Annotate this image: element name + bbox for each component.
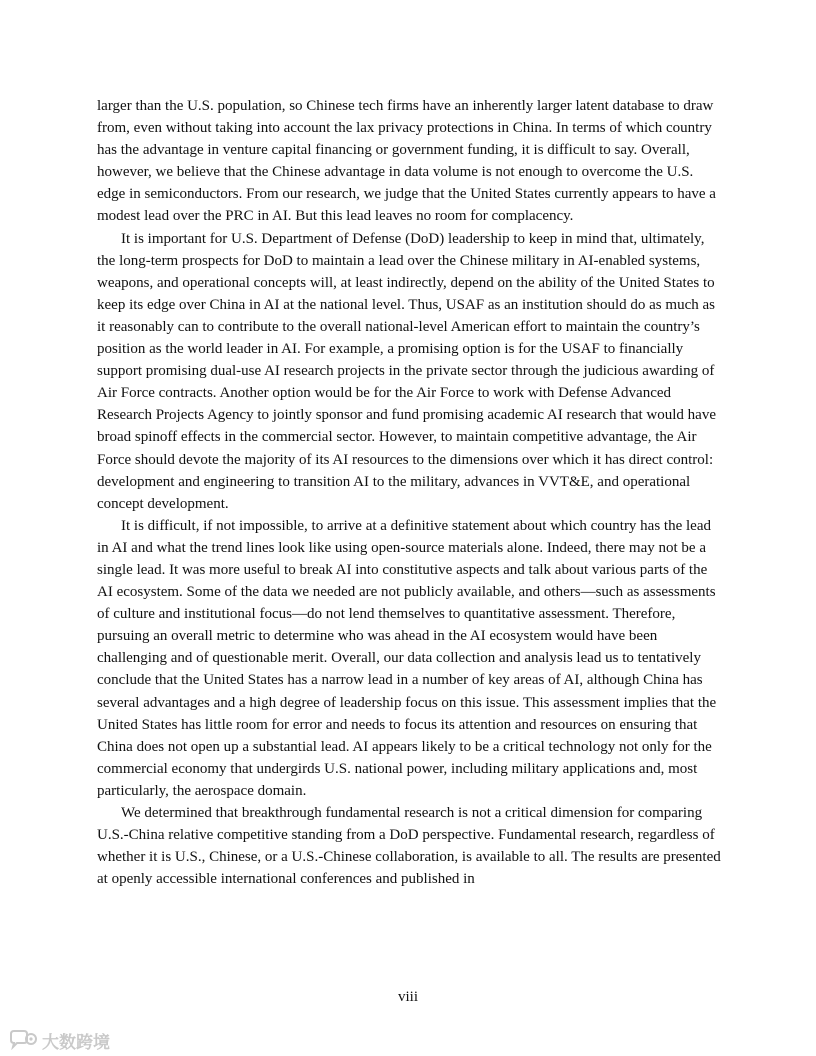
page-body (97, 95, 721, 890)
paragraph-3: It is difficult, if not impossible, to arrive at a definitive statement about which country has the lead in AI and what the trend lines look like using open-source materials alone. Indeed, there may not be a single lead. It was more useful to break AI into constitutive aspects and talk about various parts of the AI ecosystem. Some of the data we needed are not publicly available, and others—such as assessments of culture and institutional focus—do not lend themselves to quantitative assessment. Therefore, pursuing an overall metric to determine who was ahead in the AI ecosystem would have been challenging and of questionable merit. Overall, our data collection and analysis lead us to tentatively conclude that the United States has a narrow lead in a number of key areas of AI, although China has several advantages and a high degree of leadership focus on this issue. This assessment implies that the United States has little room for error and needs to focus its attention and resources on ensuring that China does not open up a substantial lead. AI appears likely to be a critical technology not only for the commercial economy that undergirds U.S. national power, including military applications and, most particularly, the aerospace domain. (97, 517, 717, 799)
chat-bubble-logo-icon (8, 1030, 38, 1050)
paragraph-2: It is important for U.S. Department of Defense (DoD) leadership to keep in mind that, ultimately, the long-term prospects for DoD to maintain a lead over the Chinese military in AI-enabled systems, weapons, and operational concepts will, at least indirectly, depend on the ability of the United States to keep its edge over China in AI at the national level. Thus, USAF as an institution should do as much as it reasonably can to contribute to the overall national-level American effort to maintain the country’s position as the world leader in AI. For example, a promising option is for the USAF to financially support promising dual-use AI research projects in the private sector through the judicious awarding of Air Force contracts. Another option would be for the Air Force to work with Defense Advanced Research Projects Agency to jointly sponsor and fund promising academic AI research that would have broad spinoff effects in the commercial sector. However, to maintain competitive advantage, the Air Force should devote the majority of its AI resources to the dimensions over which it has direct control: development and engineering to transition AI to the military, advances in VVT&E, and operational concept development. (97, 230, 716, 512)
paragraph-1: larger than the U.S. population, so Chinese tech firms have an inherently larger latent database to draw from, even without taking into account the lax privacy protections in China. In terms of which country has the advantage in venture capital financing or government funding, it is difficult to say. Overall, however, we believe that the Chinese advantage in data volume is not enough to overcome the U.S. edge in semiconductors. From our research, we judge that the United States currently appears to have a modest lead over the PRC in AI. But this lead leaves no room for complacency. (97, 98, 716, 225)
watermark (8, 1029, 110, 1051)
watermark-text: 大数跨境 (42, 1032, 110, 1053)
page-number: viii (397, 989, 418, 1005)
paragraph-4: We determined that breakthrough fundamental research is not a critical dimension for comparing U.S.-China relative competitive standing from a DoD perspective. Fundamental research, regardless of whether it is U.S., Chinese, or a U.S.-Chinese collaboration, is available to all. The results are presented at openly accessible international conferences and published in (97, 805, 721, 888)
